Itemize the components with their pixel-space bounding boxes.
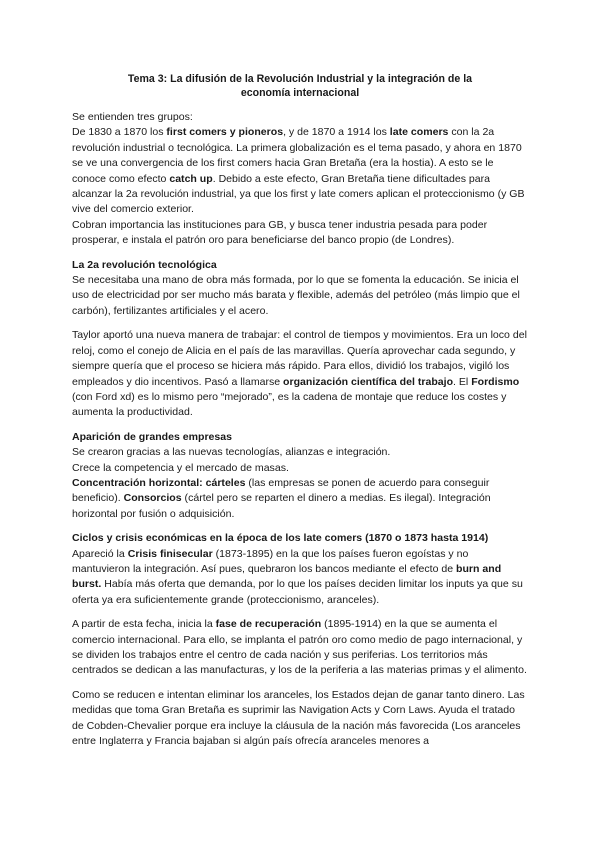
intro-paragraph-3: Cobran importancia las instituciones para GB, y busca tener industria pesada para poder prosperar, e instala el patrón oro para beneficiarse del banco propio (de Londres). <box>72 218 488 247</box>
section3-paragraph-2: A partir de esta fecha, inicia la fase de recuperación (1895-1914) en la que se aumenta el comercio internacional. Para ello, se implanta el patrón oro como medio de pago internacional, y se dividen los trabajos entre el centro de cada nación y sus periferias. Los territorios más centrados se dedican a las manufacturas, y los de la periferia a las materias primas y el alimento. <box>72 618 527 677</box>
section3-paragraph-1: Apareció la Crisis finisecular (1873-1895) en la que los países fueron egoístas y no mantuvieron la integración. Así pues, quebraron los bancos mediante el efecto de burn and burst. Había más oferta que demanda, por lo que los países deciden limitar los inputs ya que su oferta ya era suficientemente grande (proteccionismo, aranceles). <box>72 547 523 606</box>
section-heading-tech-revolution: La 2a revolución tecnológica <box>72 258 217 271</box>
bold-term: late comers <box>389 126 449 139</box>
bold-term: Consorcios <box>123 492 182 505</box>
section2-paragraph-1: Se crearon gracias a las nuevas tecnologías, alianzas e integración. <box>72 446 391 459</box>
section1-paragraph-1: Se necesitaba una mano de obra más formada, por lo que se fomenta la educación. Se inicia el uso de electricidad por ser mucho más barata y flexible, además del petróleo (más limpio que el carbón), fertilizantes artificiales y el acero. <box>72 274 520 317</box>
section2-paragraph-2: Crece la competencia y el mercado de masas. <box>72 461 289 474</box>
intro-paragraph-2: De 1830 a 1870 los first comers y pioneros, y de 1870 a 1914 los late comers con la 2a revolución industrial o tecnológica. La primera globalización es el tema pasado, y ahora en 1870 se ve una convergencia de los first comers hacia Gran Bretaña (era la hostia). A esto se le conoce como efecto catch up. Debido a este efecto, Gran Bretaña tiene dificultades para alcanzar la 2a revolución industrial, ya que los first y late comers aplican el proteccionismo (y GB vive del comercio exterior. <box>72 126 525 216</box>
document-title: Tema 3: La difusión de la Revolución Industrial y la integración de la economía internacional <box>127 73 473 99</box>
bold-term: organización científica del trabajo <box>283 375 454 388</box>
bold-term: fase de recuperación <box>215 618 322 631</box>
section-heading-large-companies: Aparición de grandes empresas <box>72 430 233 443</box>
bold-term: Fordismo <box>471 375 520 388</box>
section1-paragraph-2: Taylor aportó una nueva manera de trabajar: el control de tiempos y movimientos. Era un loco del reloj, como el conejo de Alicia en el país de las maravillas. Quería aprovechar cada segundo, y siempre quería que el proceso se hiciera más rápido. Para ellos, dividió los trabajos, vigiló los empleados y dio incentivos. Pasó a llamarse organización científica del trabajo. El Fordismo (con Ford xd) es lo mismo pero “mejorado”, es la cadena de montaje que reduce los costes y aumenta la productividad. <box>72 329 527 419</box>
section3-paragraph-3: Como se reducen e intentan eliminar los aranceles, los Estados dejan de ganar tanto dinero. Las medidas que toma Gran Bretaña es suprimir las Navigation Acts y Corn Laws. Ayuda el tratado de Cobden-Chevalier porque era incluye la cláusula de la nación más favorecida (Los aranceles entre Inglaterra y Francia bajaban si algún país ofrecía aranceles menores a <box>72 688 525 748</box>
bold-term: first comers y pioneros <box>166 126 284 139</box>
bold-term: catch up <box>169 172 213 185</box>
document-page <box>72 72 528 749</box>
bold-term: Crisis finisecular <box>127 547 213 560</box>
intro-paragraph-1: Se entienden tres grupos: <box>72 111 193 123</box>
section2-paragraph-3: Concentración horizontal: cárteles (las empresas se ponen de acuerdo para conseguir beneficio). Consorcios (cártel pero se reparten el dinero a medias. Es ilegal). Integración horizontal por fusión o adquisición. <box>72 476 491 520</box>
section-heading-crisis: Ciclos y crisis económicas en la época de los late comers (1870 o 1873 hasta 1914) <box>72 532 489 545</box>
bold-term: burn and burst. <box>72 562 502 591</box>
bold-term: Concentración horizontal: cárteles <box>72 476 246 489</box>
